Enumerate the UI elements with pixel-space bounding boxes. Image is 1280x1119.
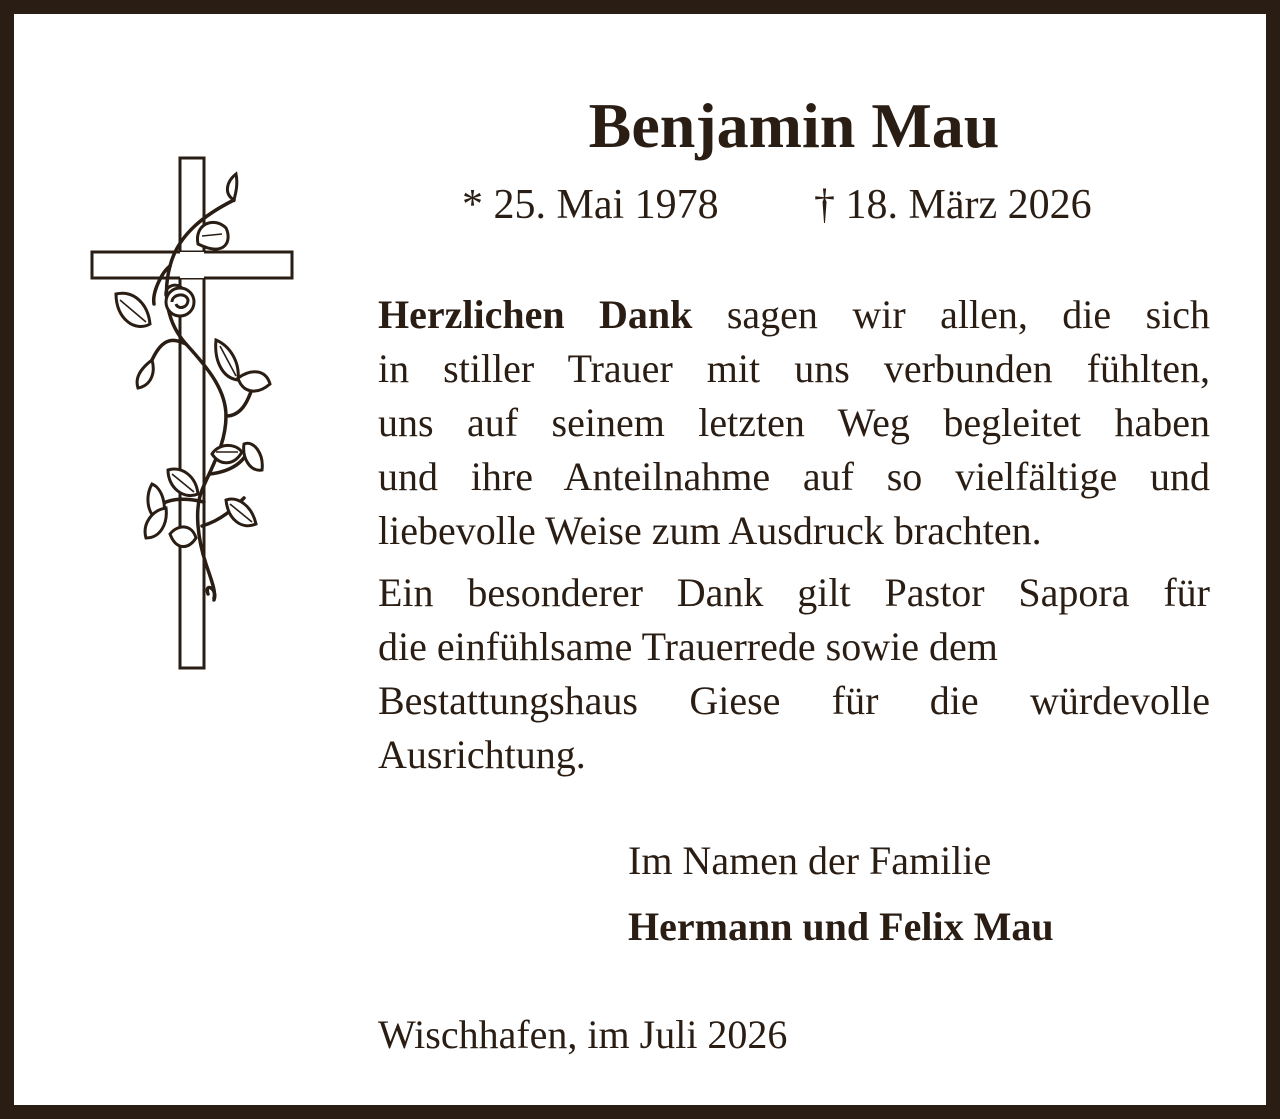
thanks-line-3: uns auf seinem letzten Weg begleitet haben — [378, 400, 1210, 445]
place-and-date: Wischhafen, im Juli 2026 — [378, 1012, 788, 1057]
death-date: † 18. März 2026 — [814, 182, 1092, 228]
cross-with-rose-vine-icon — [86, 154, 298, 674]
special-thanks-line-3: Bestattungshaus Giese für die würdevolle — [378, 678, 1210, 723]
family-signature: Hermann und Felix Mau — [628, 904, 1054, 949]
special-thanks-line-4: Ausrichtung. — [378, 732, 586, 777]
special-thanks-line-2: die einfühlsame Trauerrede sowie dem — [378, 624, 998, 669]
special-thanks-paragraph — [378, 566, 1210, 782]
closing-phrase: Im Namen der Familie — [628, 838, 992, 883]
thanks-line-1 — [378, 288, 1210, 342]
thanks-line-2: in stiller Trauer mit uns verbunden fühlten, — [378, 346, 1210, 391]
birth-date: * 25. Mai 1978 — [462, 182, 719, 228]
thanks-line-1-rest: sagen wir allen, die sich — [692, 292, 1210, 337]
thanks-paragraph — [378, 288, 1210, 558]
special-thanks-line-1: Ein besonderer Dank gilt Pastor Sapora für — [378, 570, 1210, 615]
thanks-line-5: liebevolle Weise zum Ausdruck brachten. — [378, 508, 1042, 553]
thanks-bold-lead: Herzlichen Dank — [378, 292, 693, 337]
deceased-name: Benjamin Mau — [588, 90, 1000, 161]
thanks-line-4: und ihre Anteilnahme auf so vielfältige und — [378, 454, 1210, 499]
